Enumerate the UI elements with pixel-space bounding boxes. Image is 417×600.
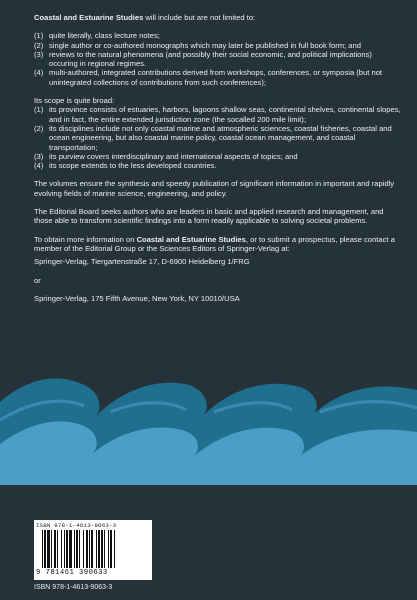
list-number: (3) xyxy=(34,151,44,161)
barcode-bars xyxy=(42,530,146,568)
list-number: (3) xyxy=(34,49,44,59)
scope-list xyxy=(34,105,402,170)
isbn-text: ISBN 978-1-4613-9063-3 xyxy=(34,584,113,591)
barcode-label xyxy=(34,520,152,580)
editorial-board-paragraph: The Editorial Board seeks authors who are leaders in basic and applied research and management, and those able to transform scientific findings into a form readily applicable to solving societal problems. xyxy=(34,207,384,226)
series-name: Coastal and Estuarine Studies xyxy=(34,13,144,22)
list-item xyxy=(34,41,402,50)
list-number: (2) xyxy=(34,40,44,50)
list-text: its province consists of estuaries, harbors, lagoons shallow seas, continental shelves, continental slopes, and in fact, the entire extended jurisdiction zone (the socalled 200 mile limit); xyxy=(49,105,401,124)
contact-paragraph xyxy=(34,235,402,254)
address-heidelberg: Springer-Verlag, Tiergartenstraße 17, D-6900 Heidelberg 1/FRG xyxy=(34,257,250,267)
list-text: quite literally, class lecture notes; xyxy=(49,31,160,41)
barcode-isbn: ISBN 978-1-4613-9063-3 xyxy=(36,522,117,529)
list-item xyxy=(34,68,402,87)
list-text: its disciplines include not only coastal marine and atmospheric sciences, coastal fisheries, coastal and ocean engineering, but also coastal marine policy, coastal ocean management, and coastal transportation; xyxy=(49,123,392,152)
list-number: (4) xyxy=(34,161,44,171)
list-item xyxy=(34,50,402,69)
barcode-digits: 9 781461 390633 xyxy=(36,569,108,577)
wave-band-illustration xyxy=(0,350,417,485)
volumes-paragraph: The volumes ensure the synthesis and speedy publication of significant information in important and rapidly evolving fields of marine science, engineering, and policy. xyxy=(34,179,395,198)
scope-intro: Its scope is quite broad: xyxy=(34,96,115,106)
list-text: multi-authored, integrated contributions derived from workshops, conferences, or symposia (but not unintegrated collections of contributions from such conferences); xyxy=(49,68,383,87)
list-item xyxy=(34,161,402,170)
list-item xyxy=(34,31,402,40)
list-item xyxy=(34,124,402,152)
intro-lead: will include but are not limited to: xyxy=(143,13,256,22)
intro-paragraph xyxy=(34,13,402,22)
back-cover-text xyxy=(34,13,402,312)
list-text: reviews to the natural phenomena (and possibly their social economic, and political implications) occuring in regional regimes. xyxy=(49,49,372,69)
list-item xyxy=(34,105,402,124)
list-number: (2) xyxy=(34,123,44,133)
list-text: its purview covers interdisciplinary and international aspects of topics; and xyxy=(49,151,298,161)
list-number: (1) xyxy=(34,31,44,41)
list-number: (4) xyxy=(34,68,44,78)
series-name: Coastal and Estuarine Studies xyxy=(136,234,246,244)
list-number: (1) xyxy=(34,105,44,115)
address-or: or xyxy=(34,275,41,285)
includes-list xyxy=(34,31,402,87)
address-newyork: Springer-Verlag, 175 Fifth Avenue, New York, NY 10010/USA xyxy=(34,293,240,303)
contact-pre: To obtain more information on xyxy=(34,234,137,244)
list-text: single author or co-authored monographs which may later be published in full book form; and xyxy=(49,40,361,50)
list-text: its scope extends to the less developed countries. xyxy=(49,161,217,171)
list-item xyxy=(34,152,402,161)
contact-post: , or to submit a prospectus, please contact a member of the Editorial Group or the Sciences Editors of Springer-Verlag at: xyxy=(34,234,395,253)
